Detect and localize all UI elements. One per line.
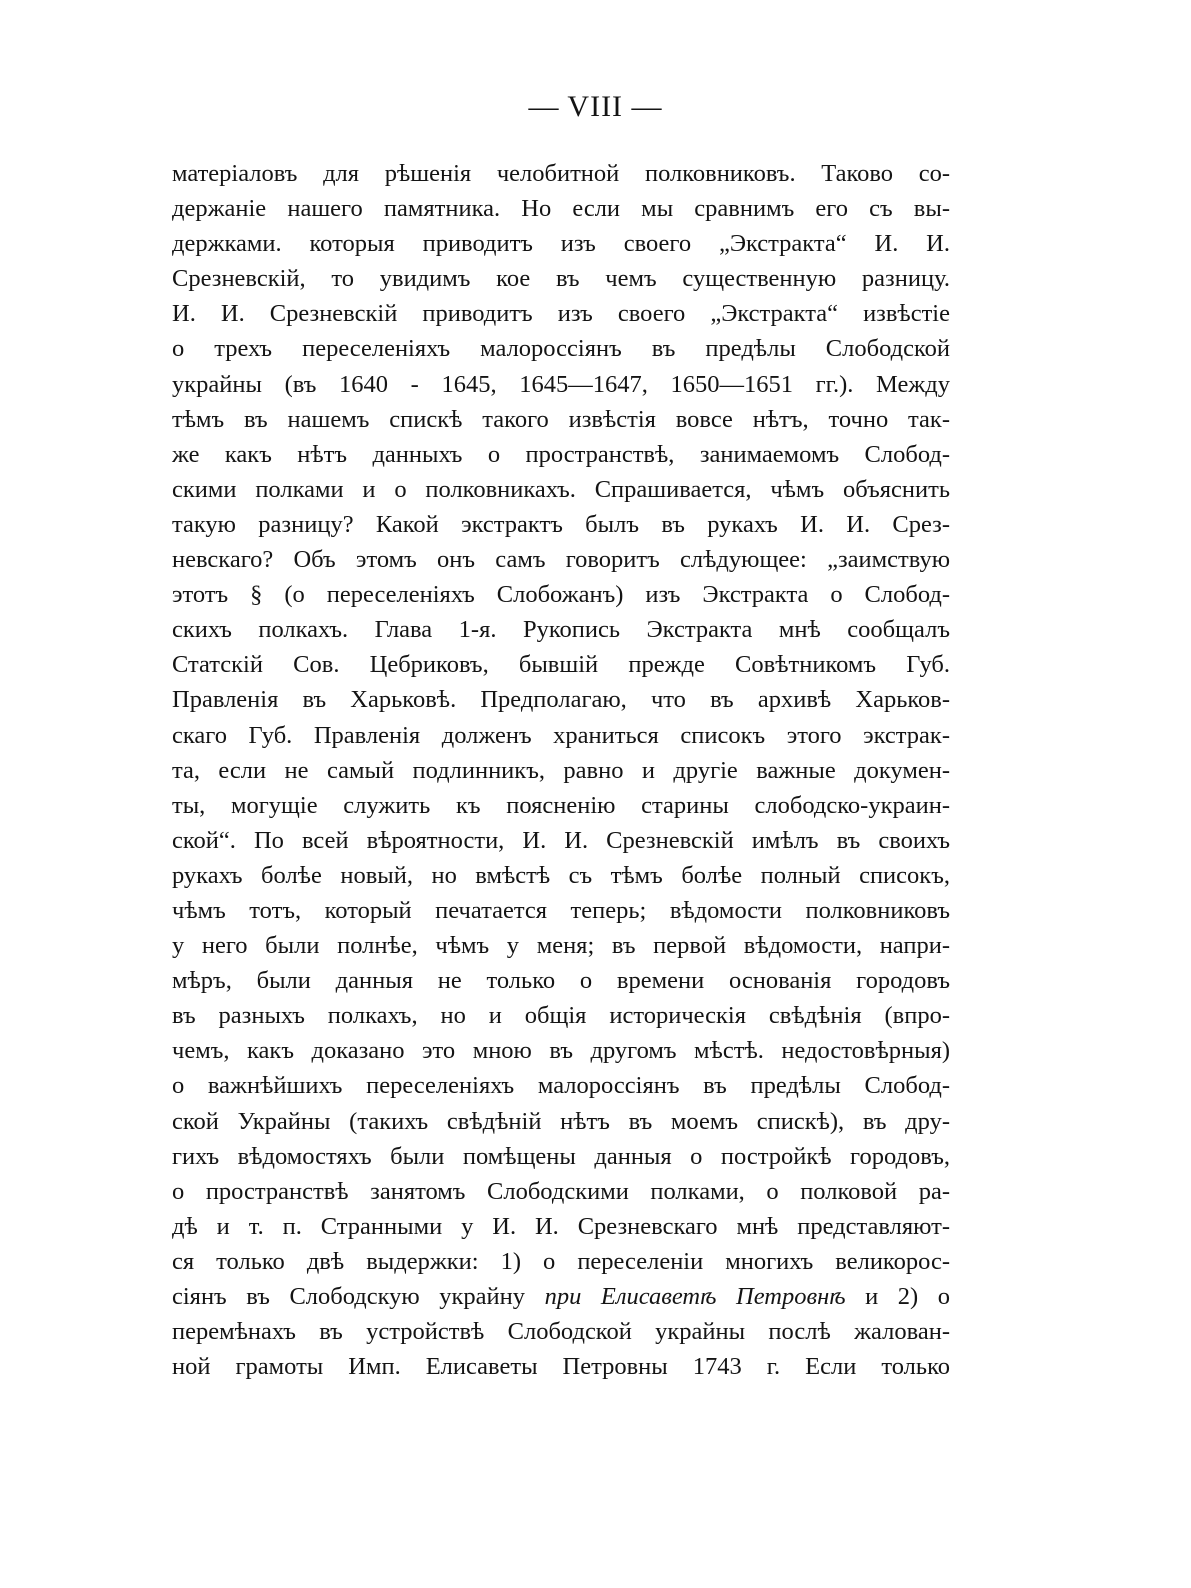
text-line: украйны (въ 1640 - 1645, 1645—1647, 1650—1651 гг.). Между (172, 370, 950, 398)
text-line: скими полками и о полковникахъ. Спрашивается, чѣмъ объяснить (172, 475, 950, 503)
text-line: у него были полнѣе, чѣмъ у меня; въ первой вѣдомости, напри- (172, 932, 950, 960)
text-line: ся только двѣ выдержки: 1) о переселеніи многихъ великорос- (172, 1247, 950, 1275)
text-line: о трехъ переселеніяхъ малороссіянъ въ предѣлы Слободской (172, 335, 950, 363)
text-line: о важнѣйшихъ переселеніяхъ малороссіянъ въ предѣлы Слобод- (172, 1072, 950, 1100)
text-line: невскаго? Объ этомъ онъ самъ говоритъ слѣдующее: „заимствую (172, 546, 950, 574)
text-line: тѣмъ въ нашемъ спискѣ такого извѣстія вовсе нѣтъ, точно так- (172, 405, 950, 433)
text-line: дѣ и т. п. Странными у И. И. Срезневскаго мнѣ представляют- (172, 1212, 950, 1240)
text-segment: и 2) о (865, 1283, 950, 1310)
text-line: ты, могущіе служить къ поясненію старины слободско-украин- (172, 791, 950, 819)
text-line: ной грамоты Имп. Елисаветы Петровны 1743 г. Если только (172, 1353, 950, 1381)
text-line: ской Украйны (такихъ свѣдѣній нѣтъ въ моемъ спискѣ), въ дру- (172, 1107, 950, 1135)
text-line: перемѣнахъ въ устройствѣ Слободской украйны послѣ жалован- (172, 1318, 950, 1346)
text-line: чемъ, какъ доказано это мною въ другомъ мѣстѣ. недостовѣрныя) (172, 1037, 950, 1065)
text-line: этотъ § (о переселеніяхъ Слобожанъ) изъ Экстракта о Слобод- (172, 581, 950, 609)
page-body-text (172, 156, 950, 1384)
text-line: о пространствѣ занятомъ Слободскими полками, о полковой ра- (172, 1177, 950, 1205)
text-line: чѣмъ тотъ, который печатается теперь; вѣдомости полковниковъ (172, 896, 950, 924)
text-line: И. И. Срезневскій приводитъ изъ своего „Экстракта“ извѣстіе (172, 300, 950, 328)
page-number: — VIII — (528, 90, 663, 123)
text-line: мѣръ, были данныя не только о времени основанія городовъ (172, 967, 950, 995)
text-segment: сіянъ въ Слободскую украйну (172, 1283, 526, 1310)
text-line: въ разныхъ полкахъ, но и общія историческія свѣдѣнія (впро- (172, 1002, 950, 1030)
text-line: матеріаловъ для рѣшенія челобитной полковниковъ. Таково со- (172, 160, 950, 187)
text-line: скихъ полкахъ. Глава 1-я. Рукопись Экстракта мнѣ сообщалъ (172, 616, 950, 644)
text-line: держками. которыя приводитъ изъ своего „Экстракта“ И. И. (172, 230, 950, 258)
text-line: Статскій Сов. Цебриковъ, бывшій прежде Совѣтникомъ Губ. (172, 651, 950, 679)
text-line: гихъ вѣдомостяхъ были помѣщены данныя о постройкѣ городовъ, (172, 1142, 950, 1170)
text-line: ской“. По всей вѣроятности, И. И. Срезневскій имѣлъ въ своихъ (172, 826, 950, 854)
text-line: рукахъ болѣе новый, но вмѣстѣ съ тѣмъ болѣе полный списокъ, (172, 861, 950, 889)
text-line: же какъ нѣтъ данныхъ о пространствѣ, занимаемомъ Слобод- (172, 440, 950, 468)
text-line: Правленія въ Харьковѣ. Предполагаю, что въ архивѣ Харьков- (172, 686, 950, 714)
text-line: держаніе нашего памятника. Но если мы сравнимъ его съ вы- (172, 195, 950, 223)
text-line: та, если не самый подлинникъ, равно и другіе важные докумен- (172, 756, 950, 784)
text-line: Срезневскій, то увидимъ кое въ чемъ существенную разницу. (172, 265, 950, 293)
text-line-with-italic (172, 1279, 950, 1314)
text-line: скаго Губ. Правленія долженъ храниться списокъ этого экстрак- (172, 721, 950, 749)
text-line: такую разницу? Какой экстрактъ былъ въ рукахъ И. И. Срез- (172, 510, 950, 538)
italic-phrase: при Елисаветѣ Петровнѣ (544, 1283, 846, 1310)
